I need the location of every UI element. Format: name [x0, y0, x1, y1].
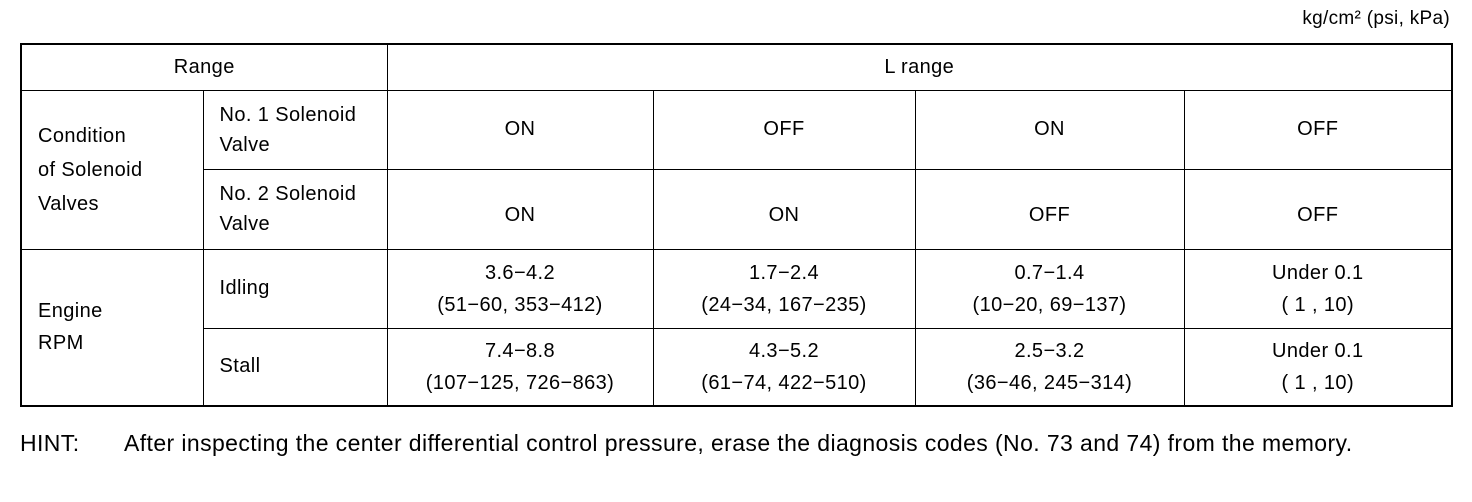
stall-value-1: 7.4−8.8 (107−125, 726−863): [387, 328, 653, 406]
hint-label: HINT:: [20, 430, 80, 456]
stall-row: [21, 328, 1452, 406]
units-label: kg/cm² (psi, kPa): [1302, 8, 1450, 29]
idling-value-2: 1.7−2.4 (24−34, 167−235): [653, 249, 915, 328]
range-header: Range: [21, 44, 387, 90]
solenoid-group-label: Condition of Solenoid Valves: [21, 90, 203, 249]
no2-value-4: OFF: [1184, 169, 1452, 249]
no2-solenoid-label: No. 2 Solenoid Valve: [203, 169, 387, 249]
hint-text: After inspecting the center differential control pressure, erase the diagnosis codes (No. 73 and 74) from the memory.: [124, 430, 1353, 456]
idling-row: [21, 249, 1452, 328]
idling-label: Idling: [203, 249, 387, 328]
stall-value-3: 2.5−3.2 (36−46, 245−314): [915, 328, 1184, 406]
idling-value-4: Under 0.1 ( 1 , 10): [1184, 249, 1452, 328]
header-row: [21, 44, 1452, 90]
no2-value-2: ON: [653, 169, 915, 249]
no1-value-1: ON: [387, 90, 653, 169]
stall-value-4: Under 0.1 ( 1 , 10): [1184, 328, 1452, 406]
engine-group-label: Engine RPM: [21, 249, 203, 406]
no2-solenoid-row: [21, 169, 1452, 249]
stall-value-2: 4.3−5.2 (61−74, 422−510): [653, 328, 915, 406]
no1-value-4: OFF: [1184, 90, 1452, 169]
no1-value-3: ON: [915, 90, 1184, 169]
no1-solenoid-row: [21, 90, 1452, 169]
stall-label: Stall: [203, 328, 387, 406]
no2-value-1: ON: [387, 169, 653, 249]
l-range-header: L range: [387, 44, 1452, 90]
idling-value-1: 3.6−4.2 (51−60, 353−412): [387, 249, 653, 328]
no1-value-2: OFF: [653, 90, 915, 169]
pressure-spec-table: [20, 43, 1453, 407]
no1-solenoid-label: No. 1 Solenoid Valve: [203, 90, 387, 169]
idling-value-3: 0.7−1.4 (10−20, 69−137): [915, 249, 1184, 328]
no2-value-3: OFF: [915, 169, 1184, 249]
